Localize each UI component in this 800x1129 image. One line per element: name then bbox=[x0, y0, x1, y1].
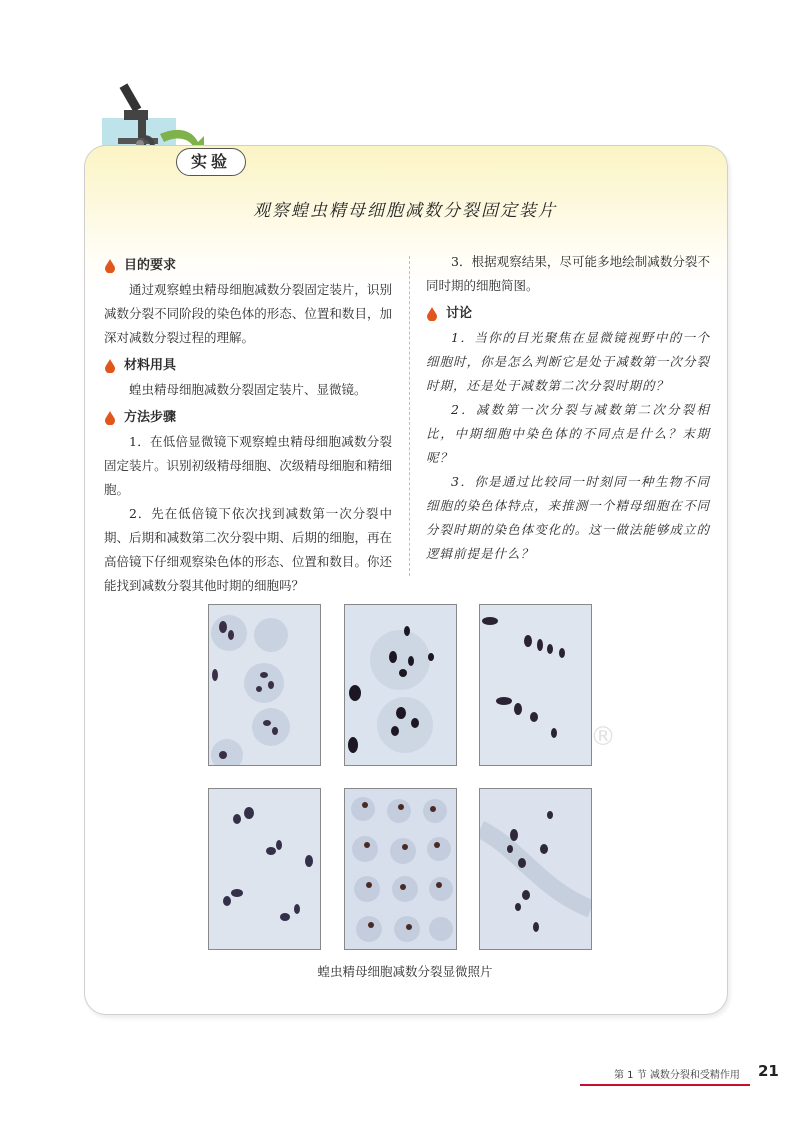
micrograph-photo bbox=[479, 604, 592, 766]
column-divider bbox=[409, 256, 410, 576]
right-column bbox=[426, 250, 710, 566]
section-heading: 材料用具 bbox=[104, 354, 392, 378]
micrograph-photo bbox=[479, 788, 592, 950]
footer-section-title: 第 1 节 减数分裂和受精作用 bbox=[614, 1070, 740, 1081]
paragraph: 2．先在低倍镜下依次找到减数第一次分裂中期、后期和减数第二次分裂中期、后期的细胞，再在高倍镜下仔细观察染色体的形态、位置和数目。你还能找到减数分裂其他时期的细胞吗？ bbox=[104, 506, 392, 593]
micrograph-photo bbox=[344, 788, 457, 950]
watermark-registered-icon: ® bbox=[590, 722, 616, 752]
section-heading: 方法步骤 bbox=[104, 406, 392, 430]
paragraph: 通过观察蝗虫精母细胞减数分裂固定装片，识别减数分裂不同阶段的染色体的形态、位置和数目，加深对减数分裂过程的理解。 bbox=[104, 282, 392, 345]
section-heading: 目的要求 bbox=[104, 254, 392, 278]
paragraph: 1．在低倍显微镜下观察蝗虫精母细胞减数分裂固定装片。识别初级精母细胞、次级精母细胞和精细胞。 bbox=[104, 434, 392, 497]
drop-icon bbox=[104, 359, 116, 373]
section-heading: 讨论 bbox=[426, 302, 710, 326]
micrograph-photo bbox=[208, 788, 321, 950]
paragraph: 1．当你的目光聚焦在显微镜视野中的一个细胞时，你是怎么判断它是处于减数第一次分裂时期，还是处于减数第二次分裂时期的？ bbox=[426, 330, 710, 393]
micrograph-photo bbox=[344, 604, 457, 766]
paragraph: 3．根据观察结果，尽可能多地绘制减数分裂不同时期的细胞简图。 bbox=[426, 254, 710, 293]
drop-icon bbox=[426, 307, 438, 321]
paragraph: 蝗虫精母细胞减数分裂固定装片、显微镜。 bbox=[129, 382, 367, 397]
drop-icon bbox=[104, 411, 116, 425]
page-number: 21 bbox=[758, 1062, 779, 1080]
micrograph-photo bbox=[208, 604, 321, 766]
experiment-title: 观察蝗虫精母细胞减数分裂固定装片 bbox=[253, 201, 557, 221]
paragraph: 2．减数第一次分裂与减数第二次分裂相比，中期细胞中染色体的不同点是什么？末期呢？ bbox=[426, 402, 710, 465]
paragraph: 3．你是通过比较同一时刻同一种生物不同细胞的染色体特点，来推测一个精母细胞在不同分裂时期的染色体变化的。这一做法能够成立的逻辑前提是什么？ bbox=[426, 474, 710, 561]
drop-icon bbox=[104, 259, 116, 273]
figure-caption: 蝗虫精母细胞减数分裂显微照片 bbox=[317, 964, 493, 979]
experiment-badge: 实验 bbox=[176, 148, 246, 176]
left-column bbox=[104, 250, 392, 598]
footer-rule bbox=[580, 1084, 750, 1086]
